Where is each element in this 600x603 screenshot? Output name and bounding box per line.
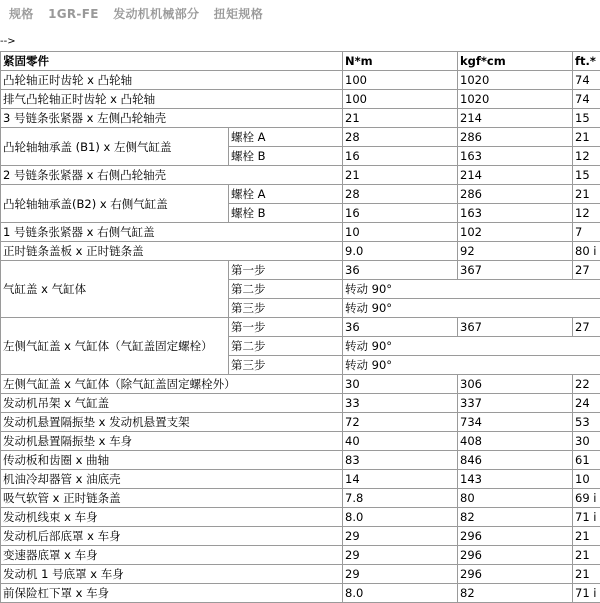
ft-value-cell: 71 i [573, 584, 600, 603]
nm-value-cell: 10 [343, 223, 458, 242]
kgf-value-cell: 296 [458, 527, 573, 546]
kgf-value-cell: 82 [458, 584, 573, 603]
nm-value-cell: 28 [343, 128, 458, 147]
ft-value-cell: 22 [573, 375, 600, 394]
part-name-cell: 变速器底罩 x 车身 [1, 546, 343, 565]
nm-value-cell: 100 [343, 71, 458, 90]
part-name-cell: 正时链条盖板 x 正时链条盖 [1, 242, 343, 261]
kgf-value-cell: 163 [458, 204, 573, 223]
sub-label-cell: 第二步 [229, 337, 343, 356]
sub-label-cell: 螺栓 A [229, 185, 343, 204]
part-name-cell: 3 号链条张紧器 x 左侧凸轮轴壳 [1, 109, 343, 128]
ft-value-cell: 21 [573, 546, 600, 565]
table-row [1, 565, 600, 584]
table-row [1, 451, 600, 470]
table-row [1, 394, 600, 413]
kgf-value-cell: 92 [458, 242, 573, 261]
nm-value-cell: 9.0 [343, 242, 458, 261]
kgf-value-cell: 163 [458, 147, 573, 166]
ft-value-cell: 21 [573, 565, 600, 584]
table-row [1, 584, 600, 603]
part-name-cell: 发动机 1 号底罩 x 车身 [1, 565, 343, 584]
ft-value-cell: 24 [573, 394, 600, 413]
kgf-value-cell: 337 [458, 394, 573, 413]
table-header-row [1, 52, 600, 71]
header-model: 1GR-FE [48, 7, 99, 21]
part-name-cell: 气缸盖 x 气缸体 [1, 261, 229, 318]
ft-value-cell: 71 i [573, 508, 600, 527]
table-row [1, 223, 600, 242]
kgf-value-cell: 296 [458, 546, 573, 565]
kgf-value-cell: 408 [458, 432, 573, 451]
ft-value-cell: 15 [573, 166, 600, 185]
part-name-cell: 发动机后部底罩 x 车身 [1, 527, 343, 546]
column-header-kgf: kgf*cm [458, 52, 573, 71]
header-category: 发动机机械部分 [113, 7, 199, 21]
kgf-value-cell: 367 [458, 261, 573, 280]
sub-label-cell: 螺栓 B [229, 147, 343, 166]
sub-label-cell: 螺栓 A [229, 128, 343, 147]
kgf-value-cell: 1020 [458, 71, 573, 90]
ft-value-cell: 21 [573, 527, 600, 546]
table-row [1, 90, 600, 109]
ft-value-cell: 69 i [573, 489, 600, 508]
part-name-cell: 凸轮轴正时齿轮 x 凸轮轴 [1, 71, 343, 90]
nm-value-cell: 83 [343, 451, 458, 470]
document-header [9, 5, 273, 22]
table-body [1, 71, 600, 603]
ft-value-cell: 7 [573, 223, 600, 242]
kgf-value-cell: 214 [458, 109, 573, 128]
table-row [1, 470, 600, 489]
ft-value-cell: 74 [573, 71, 600, 90]
ft-value-cell: 74 [573, 90, 600, 109]
part-name-cell: 1 号链条张紧器 x 右侧气缸盖 [1, 223, 343, 242]
part-name-cell: 2 号链条张紧器 x 右侧凸轮轴壳 [1, 166, 343, 185]
kgf-value-cell: 296 [458, 565, 573, 584]
ft-value-cell: 27 [573, 318, 600, 337]
kgf-value-cell: 143 [458, 470, 573, 489]
kgf-value-cell: 286 [458, 185, 573, 204]
ft-value-cell: 53 [573, 413, 600, 432]
nm-value-cell: 21 [343, 109, 458, 128]
nm-value-cell: 29 [343, 527, 458, 546]
nm-value-cell: 8.0 [343, 584, 458, 603]
nm-value-cell: 36 [343, 261, 458, 280]
sub-label-cell: 螺栓 B [229, 204, 343, 223]
ft-value-cell: 80 i [573, 242, 600, 261]
step-note-cell: 转动 90° [343, 299, 600, 318]
step-note-cell: 转动 90° [343, 280, 600, 299]
part-name-cell: 发动机吊架 x 气缸盖 [1, 394, 343, 413]
nm-value-cell: 16 [343, 204, 458, 223]
sub-label-cell: 第三步 [229, 299, 343, 318]
ft-value-cell: 12 [573, 204, 600, 223]
nm-value-cell: 40 [343, 432, 458, 451]
kgf-value-cell: 306 [458, 375, 573, 394]
step-note-cell: 转动 90° [343, 337, 600, 356]
kgf-value-cell: 286 [458, 128, 573, 147]
kgf-value-cell: 102 [458, 223, 573, 242]
nm-value-cell: 16 [343, 147, 458, 166]
header-topic: 扭矩规格 [214, 7, 263, 21]
nm-value-cell: 14 [343, 470, 458, 489]
column-header-ft: ft.* [573, 52, 600, 71]
part-name-cell: 排气凸轮轴正时齿轮 x 凸轮轴 [1, 90, 343, 109]
column-header-part: 紧固零件 [1, 52, 343, 71]
nm-value-cell: 28 [343, 185, 458, 204]
torque-spec-table [0, 51, 600, 603]
sub-label-cell: 第一步 [229, 318, 343, 337]
part-name-cell: 发动机悬置隔振垫 x 车身 [1, 432, 343, 451]
nm-value-cell: 33 [343, 394, 458, 413]
ft-value-cell: 21 [573, 185, 600, 204]
part-name-cell: 凸轮轴轴承盖(B2) x 右侧气缸盖 [1, 185, 229, 223]
ft-value-cell: 10 [573, 470, 600, 489]
column-header-nm: N*m [343, 52, 458, 71]
ft-value-cell: 12 [573, 147, 600, 166]
part-name-cell: 左侧气缸盖 x 气缸体（除气缸盖固定螺栓外） [1, 375, 343, 394]
kgf-value-cell: 1020 [458, 90, 573, 109]
table-row [1, 242, 600, 261]
part-name-cell: 发动机线束 x 车身 [1, 508, 343, 527]
kgf-value-cell: 846 [458, 451, 573, 470]
step-note-cell: 转动 90° [343, 356, 600, 375]
part-name-cell: 传动板和齿圈 x 曲轴 [1, 451, 343, 470]
ft-value-cell: 30 [573, 432, 600, 451]
table-row [1, 109, 600, 128]
kgf-value-cell: 82 [458, 508, 573, 527]
table-row [1, 261, 600, 280]
table-row [1, 546, 600, 565]
ft-value-cell: 21 [573, 128, 600, 147]
kgf-value-cell: 80 [458, 489, 573, 508]
nm-value-cell: 21 [343, 166, 458, 185]
kgf-value-cell: 734 [458, 413, 573, 432]
ft-value-cell: 15 [573, 109, 600, 128]
table-row [1, 128, 600, 147]
part-name-cell: 前保险杠下罩 x 车身 [1, 584, 343, 603]
nm-value-cell: 72 [343, 413, 458, 432]
table-row [1, 489, 600, 508]
nm-value-cell: 29 [343, 565, 458, 584]
table-row [1, 185, 600, 204]
table-row [1, 432, 600, 451]
part-name-cell: 左侧气缸盖 x 气缸体（气缸盖固定螺栓） [1, 318, 229, 375]
nm-value-cell: 8.0 [343, 508, 458, 527]
part-name-cell: 吸气软管 x 正时链条盖 [1, 489, 343, 508]
table-row [1, 375, 600, 394]
kgf-value-cell: 214 [458, 166, 573, 185]
nm-value-cell: 29 [343, 546, 458, 565]
kgf-value-cell: 367 [458, 318, 573, 337]
table-row [1, 318, 600, 337]
html-comment-artifact: --> [0, 36, 16, 48]
table-row [1, 166, 600, 185]
header-section: 规格 [9, 7, 34, 21]
nm-value-cell: 30 [343, 375, 458, 394]
ft-value-cell: 27 [573, 261, 600, 280]
sub-label-cell: 第一步 [229, 261, 343, 280]
nm-value-cell: 7.8 [343, 489, 458, 508]
sub-label-cell: 第三步 [229, 356, 343, 375]
part-name-cell: 发动机悬置隔振垫 x 发动机悬置支架 [1, 413, 343, 432]
nm-value-cell: 36 [343, 318, 458, 337]
table-row [1, 71, 600, 90]
ft-value-cell: 61 [573, 451, 600, 470]
part-name-cell: 机油冷却器管 x 油底壳 [1, 470, 343, 489]
part-name-cell: 凸轮轴轴承盖 (B1) x 左侧气缸盖 [1, 128, 229, 166]
table-row [1, 527, 600, 546]
table-row [1, 508, 600, 527]
nm-value-cell: 100 [343, 90, 458, 109]
table-row [1, 413, 600, 432]
sub-label-cell: 第二步 [229, 280, 343, 299]
